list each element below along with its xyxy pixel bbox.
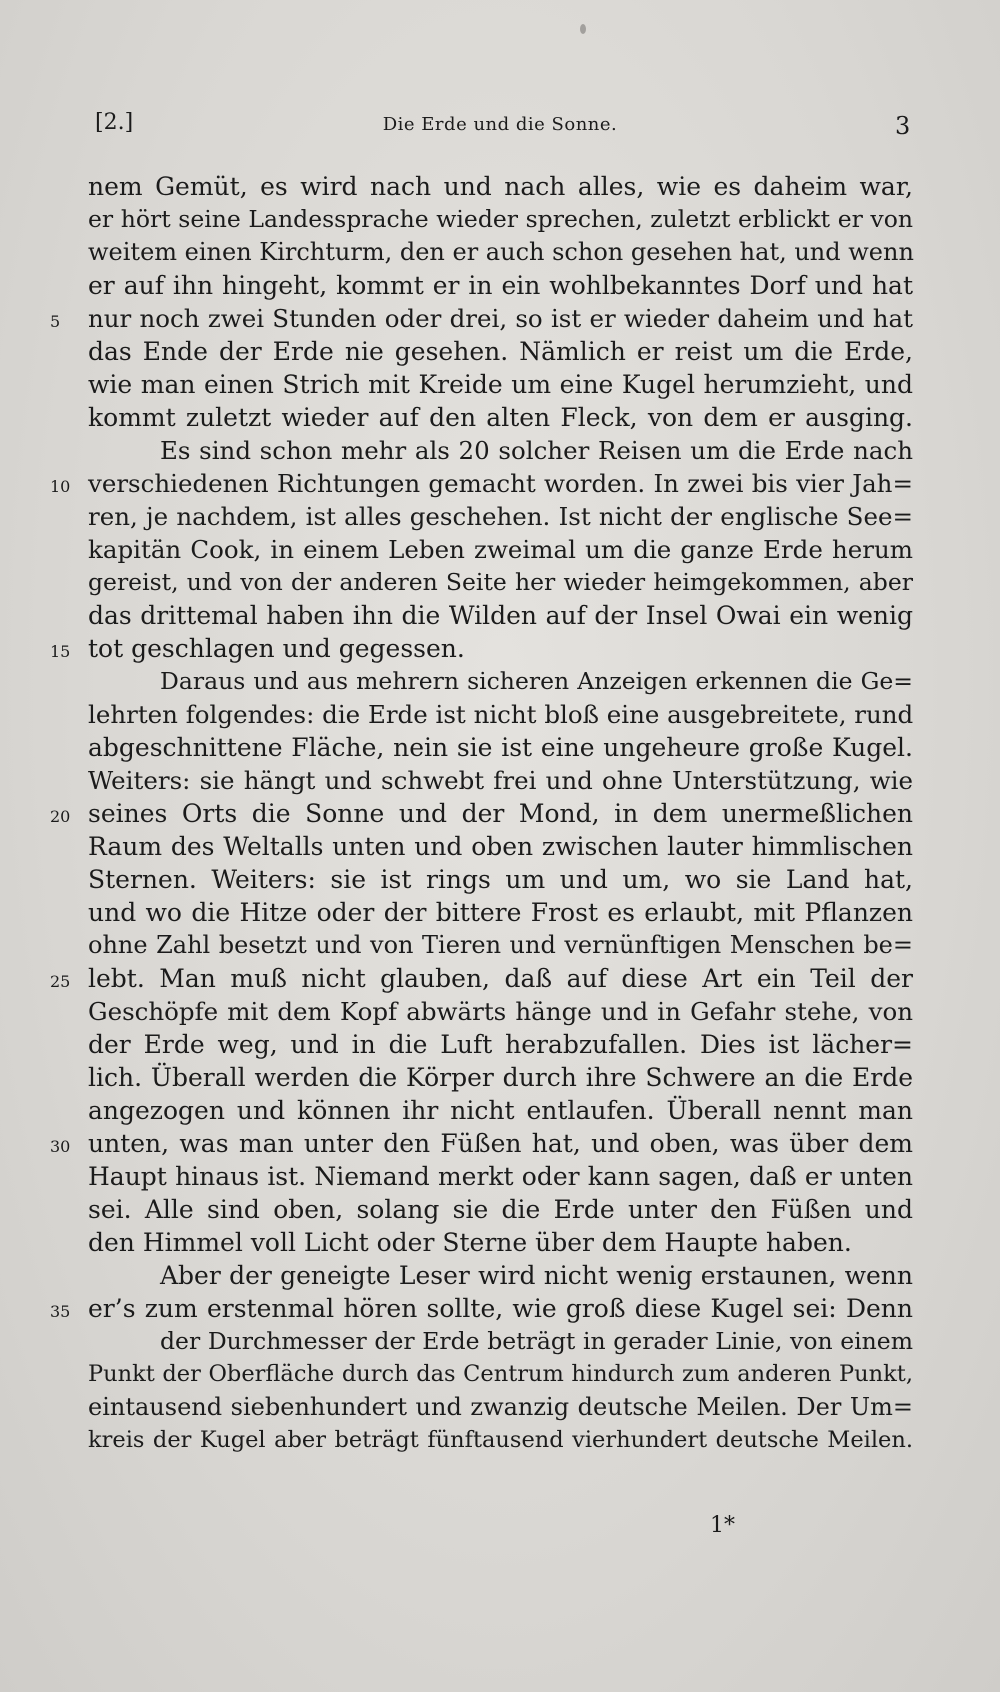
line-text: verschiedenen Richtungen gemacht worden. In zwei bis vier Jah= [88, 469, 913, 498]
line-text: Weiters: sie hängt und schwebt frei und ohne Unterstützung, wie [88, 766, 913, 795]
line-text: er hört seine Landessprache wieder sprechen, zuletzt erblickt er von [88, 205, 913, 233]
line-text: Haupt hinaus ist. Niemand merkt oder kann sagen, daß er unten [88, 1162, 913, 1191]
line-text: Raum des Weltalls unten und oben zwischen lauter himmlischen [88, 832, 913, 861]
page-number: 3 [895, 112, 911, 140]
line-text: Aber der geneigte Leser wird nicht wenig erstaunen, wenn [160, 1261, 913, 1290]
section-marker: [2.] [95, 110, 134, 135]
text-line [0, 830, 1000, 863]
text-line [0, 1127, 1000, 1160]
line-number: 30 [50, 1137, 71, 1156]
body-text [0, 170, 1000, 1457]
text-line [0, 1094, 1000, 1127]
line-number: 5 [50, 312, 61, 331]
text-line [0, 1028, 1000, 1061]
text-line [0, 764, 1000, 797]
line-text: unten, was man unter den Füßen hat, und oben, was über dem [88, 1129, 913, 1158]
line-text: wie man einen Strich mit Kreide um eine Kugel herumzieht, und [88, 370, 913, 399]
text-line [0, 467, 1000, 500]
text-line [0, 1292, 1000, 1325]
line-text: der Erde weg, und in die Luft herabzufallen. Dies ist lächer= [88, 1030, 913, 1059]
line-text: kreis der Kugel aber beträgt fünftausend vierhundert deutsche Meilen. [88, 1427, 913, 1453]
text-line [0, 929, 1000, 962]
text-line [0, 863, 1000, 896]
text-line [0, 797, 1000, 830]
text-line [0, 1193, 1000, 1226]
line-number: 15 [50, 642, 71, 661]
text-line [0, 1391, 1000, 1424]
line-text: kommt zuletzt wieder auf den alten Fleck, von dem er ausging. [88, 403, 913, 432]
signature-mark: 1* [710, 1513, 735, 1538]
line-text: das drittemal haben ihn die Wilden auf der Insel Owai ein wenig [88, 601, 913, 630]
text-line [0, 1358, 1000, 1391]
text-line [0, 632, 1000, 665]
text-line [0, 599, 1000, 632]
line-text: Es sind schon mehr als 20 solcher Reisen um die Erde nach [160, 436, 913, 465]
line-text: Geschöpfe mit dem Kopf abwärts hänge und in Gefahr stehe, von [88, 997, 913, 1026]
line-text: kapitän Cook, in einem Leben zweimal um die ganze Erde herum [88, 535, 913, 564]
line-text: nur noch zwei Stunden oder drei, so ist er wieder daheim und hat [88, 304, 913, 333]
text-line [0, 995, 1000, 1028]
paper-speck [580, 24, 586, 34]
text-line [0, 500, 1000, 533]
line-text: nem Gemüt, es wird nach und nach alles, wie es daheim war, [88, 172, 913, 201]
line-text: eintausend siebenhundert und zwanzig deutsche Meilen. Der Um= [88, 1393, 913, 1421]
text-line [0, 533, 1000, 566]
text-line [0, 203, 1000, 236]
line-text: er’s zum erstenmal hören sollte, wie groß diese Kugel sei: Denn [88, 1294, 913, 1323]
line-text: weitem einen Kirchturm, den er auch schon gesehen hat, und wenn [88, 238, 914, 266]
text-line [0, 335, 1000, 368]
text-line [0, 269, 1000, 302]
line-text: das Ende der Erde nie gesehen. Nämlich er reist um die Erde, [88, 337, 913, 366]
text-line [0, 1061, 1000, 1094]
line-number: 10 [50, 477, 71, 496]
text-line [0, 566, 1000, 599]
text-line [0, 170, 1000, 203]
line-text: Punkt der Oberfläche durch das Centrum hindurch zum anderen Punkt, [88, 1361, 913, 1387]
text-line [0, 401, 1000, 434]
line-text: seines Orts die Sonne und der Mond, in dem unermeßlichen [88, 799, 913, 828]
line-number: 20 [50, 807, 71, 826]
line-text: angezogen und können ihr nicht entlaufen. Überall nennt man [88, 1096, 913, 1125]
text-line [0, 302, 1000, 335]
line-text: lich. Überall werden die Körper durch ihre Schwere an die Erde [88, 1063, 913, 1092]
text-line [0, 368, 1000, 401]
running-header [0, 110, 1000, 142]
text-line [0, 665, 1000, 698]
text-line [0, 434, 1000, 467]
line-text: und wo die Hitze oder der bittere Frost es erlaubt, mit Pflanzen [88, 898, 913, 927]
line-text: sei. Alle sind oben, solang sie die Erde unter den Füßen und [88, 1195, 913, 1224]
running-title: Die Erde und die Sonne. [382, 114, 618, 135]
line-text: er auf ihn hingeht, kommt er in ein wohlbekanntes Dorf und hat [88, 271, 913, 300]
line-text: gereist, und von der anderen Seite her wieder heimgekommen, aber [88, 568, 913, 596]
line-number: 25 [50, 972, 71, 991]
text-line [0, 731, 1000, 764]
line-text: lehrten folgendes: die Erde ist nicht bloß eine ausgebreitete, rund [88, 700, 914, 729]
text-line [0, 1226, 1000, 1259]
line-text: abgeschnittene Fläche, nein sie ist eine ungeheure große Kugel. [88, 733, 913, 762]
text-line [0, 896, 1000, 929]
line-text: lebt. Man muß nicht glauben, daß auf diese Art ein Teil der [88, 964, 913, 993]
text-line [0, 1424, 1000, 1457]
text-line [0, 1259, 1000, 1292]
text-line [0, 1325, 1000, 1358]
text-line [0, 962, 1000, 995]
text-line [0, 236, 1000, 269]
line-text: Daraus und aus mehrern sicheren Anzeigen erkennen die Ge= [160, 667, 913, 695]
line-text: ren, je nachdem, ist alles geschehen. Ist nicht der englische See= [88, 502, 913, 531]
line-text: tot geschlagen und gegessen. [88, 634, 465, 663]
line-text: der Durchmesser der Erde beträgt in gerader Linie, von einem [160, 1327, 913, 1355]
line-text: Sternen. Weiters: sie ist rings um und um, wo sie Land hat, [88, 865, 913, 894]
line-number: 35 [50, 1302, 71, 1321]
line-text: ohne Zahl besetzt und von Tieren und vernünftigen Menschen be= [88, 931, 913, 959]
text-line [0, 1160, 1000, 1193]
text-line [0, 698, 1000, 731]
line-text: den Himmel voll Licht oder Sterne über dem Haupte haben. [88, 1228, 852, 1257]
